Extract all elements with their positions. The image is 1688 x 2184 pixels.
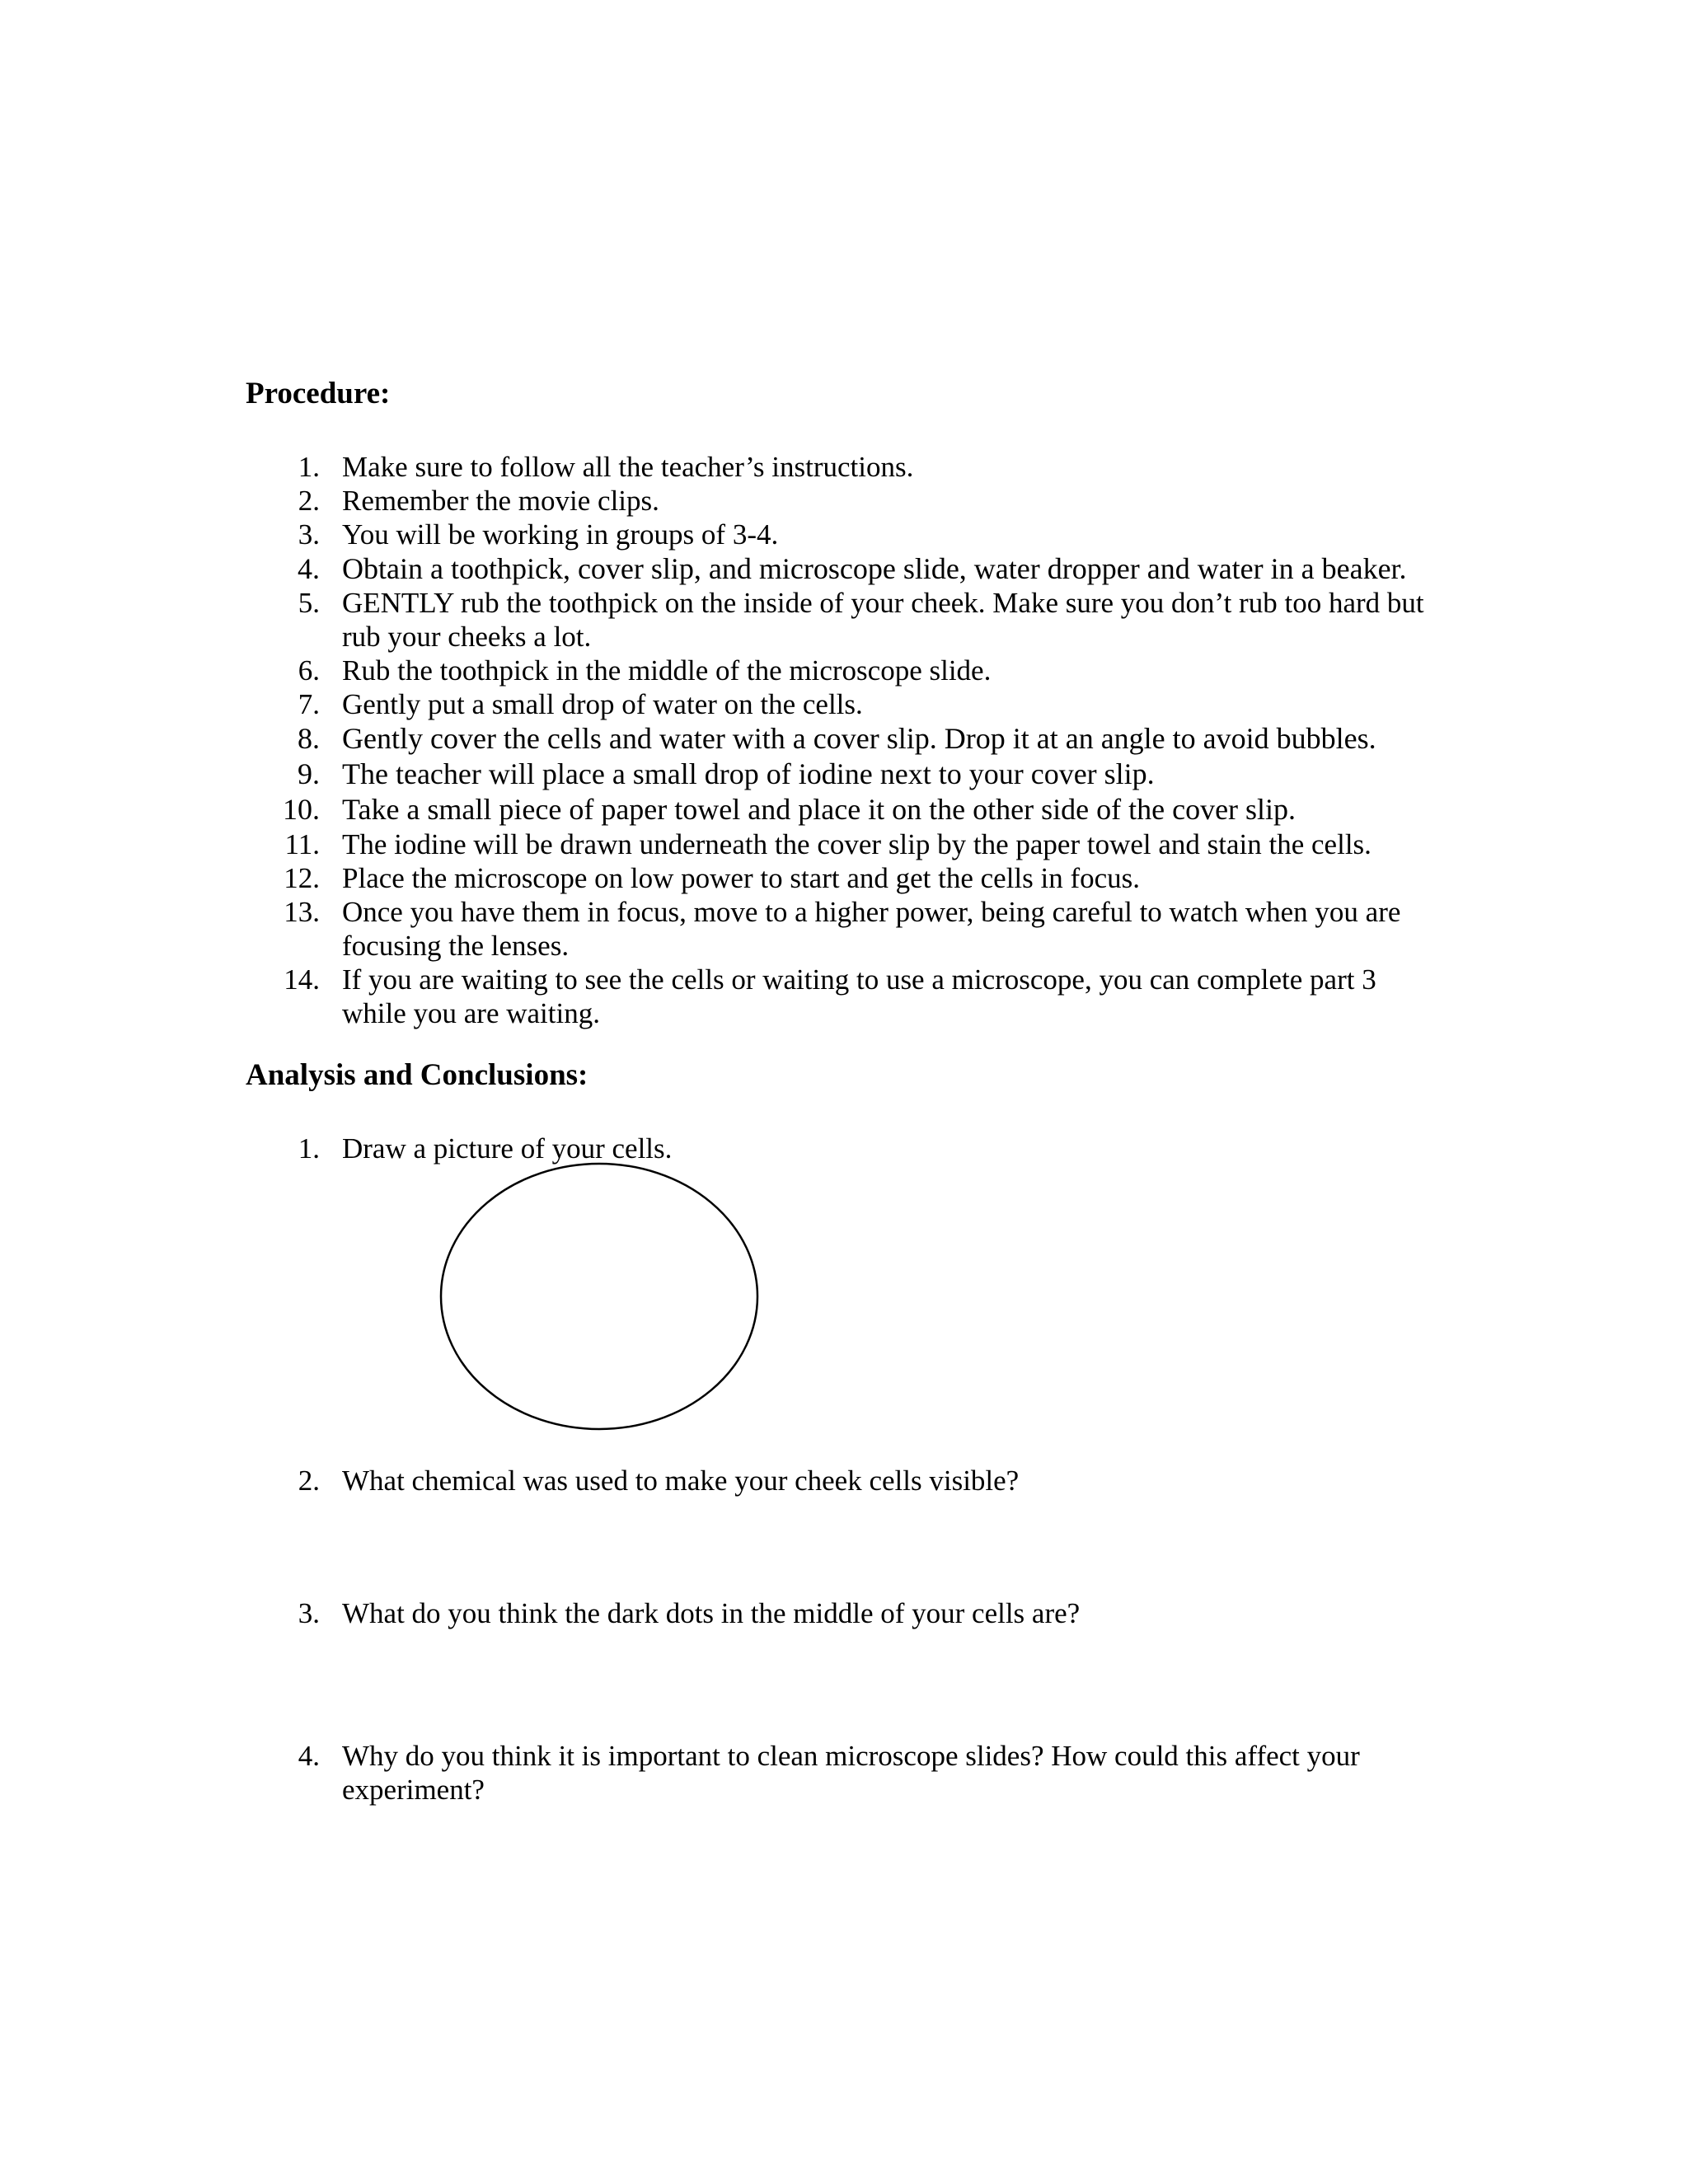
step-number: 10. — [283, 793, 320, 826]
step-number: 1. — [298, 451, 320, 483]
step-number: 8. — [298, 722, 320, 755]
step-text: The teacher will place a small drop of iodine next to your cover slip. — [342, 757, 1155, 790]
step-text: Place the microscope on low power to start and get the cells in focus. — [342, 862, 1141, 894]
analysis-heading: Analysis and Conclusions: — [246, 1058, 588, 1092]
step-text: Rub the toothpick in the middle of the microscope slide. — [342, 654, 992, 687]
step-number: 2. — [298, 485, 320, 517]
question-number: 1. — [298, 1132, 320, 1165]
cell-drawing-circle — [439, 1162, 759, 1431]
step-text: Remember the movie clips. — [342, 485, 659, 517]
step-text: Gently cover the cells and water with a cover slip. Drop it at an angle to avoid bubbles. — [342, 722, 1376, 755]
step-text: The iodine will be drawn underneath the cover slip by the paper towel and stain the cells. — [342, 828, 1372, 860]
step-number: 13. — [284, 896, 320, 928]
step-number: 6. — [298, 654, 320, 687]
question-number: 3. — [298, 1597, 320, 1629]
step-number: 14. — [284, 963, 320, 996]
step-text: You will be working in groups of 3-4. — [342, 518, 779, 551]
step-number: 5. — [298, 587, 320, 619]
step-text: If you are waiting to see the cells or waiting to use a microscope, you can complete part 3 while you are waiting. — [342, 963, 1376, 1029]
step-number: 12. — [284, 862, 320, 894]
step-text: Gently put a small drop of water on the cells. — [342, 688, 863, 720]
step-number: 3. — [298, 518, 320, 551]
question-number: 2. — [298, 1465, 320, 1497]
question-text: Draw a picture of your cells. — [342, 1132, 673, 1165]
step-text: Once you have them in focus, move to a higher power, being careful to watch when you are focusing the lenses. — [342, 896, 1401, 962]
question-text: What chemical was used to make your cheek cells visible? — [342, 1465, 1020, 1497]
question-number: 4. — [298, 1740, 320, 1772]
step-text: Take a small piece of paper towel and place it on the other side of the cover slip. — [342, 793, 1296, 826]
step-number: 9. — [298, 757, 320, 790]
question-text: Why do you think it is important to clean microscope slides? How could this affect your experiment? — [342, 1740, 1360, 1806]
step-text: Obtain a toothpick, cover slip, and microscope slide, water dropper and water in a beaker. — [342, 552, 1407, 585]
step-number: 7. — [298, 688, 320, 720]
step-number: 4. — [298, 552, 320, 585]
procedure-heading: Procedure: — [246, 377, 391, 410]
question-text: What do you think the dark dots in the middle of your cells are? — [342, 1597, 1081, 1629]
step-text: Make sure to follow all the teacher’s instructions. — [342, 451, 914, 483]
step-number: 11. — [284, 828, 320, 860]
step-text: GENTLY rub the toothpick on the inside of your cheek. Make sure you don’t rub too hard but rub your cheeks a lot. — [342, 587, 1424, 653]
